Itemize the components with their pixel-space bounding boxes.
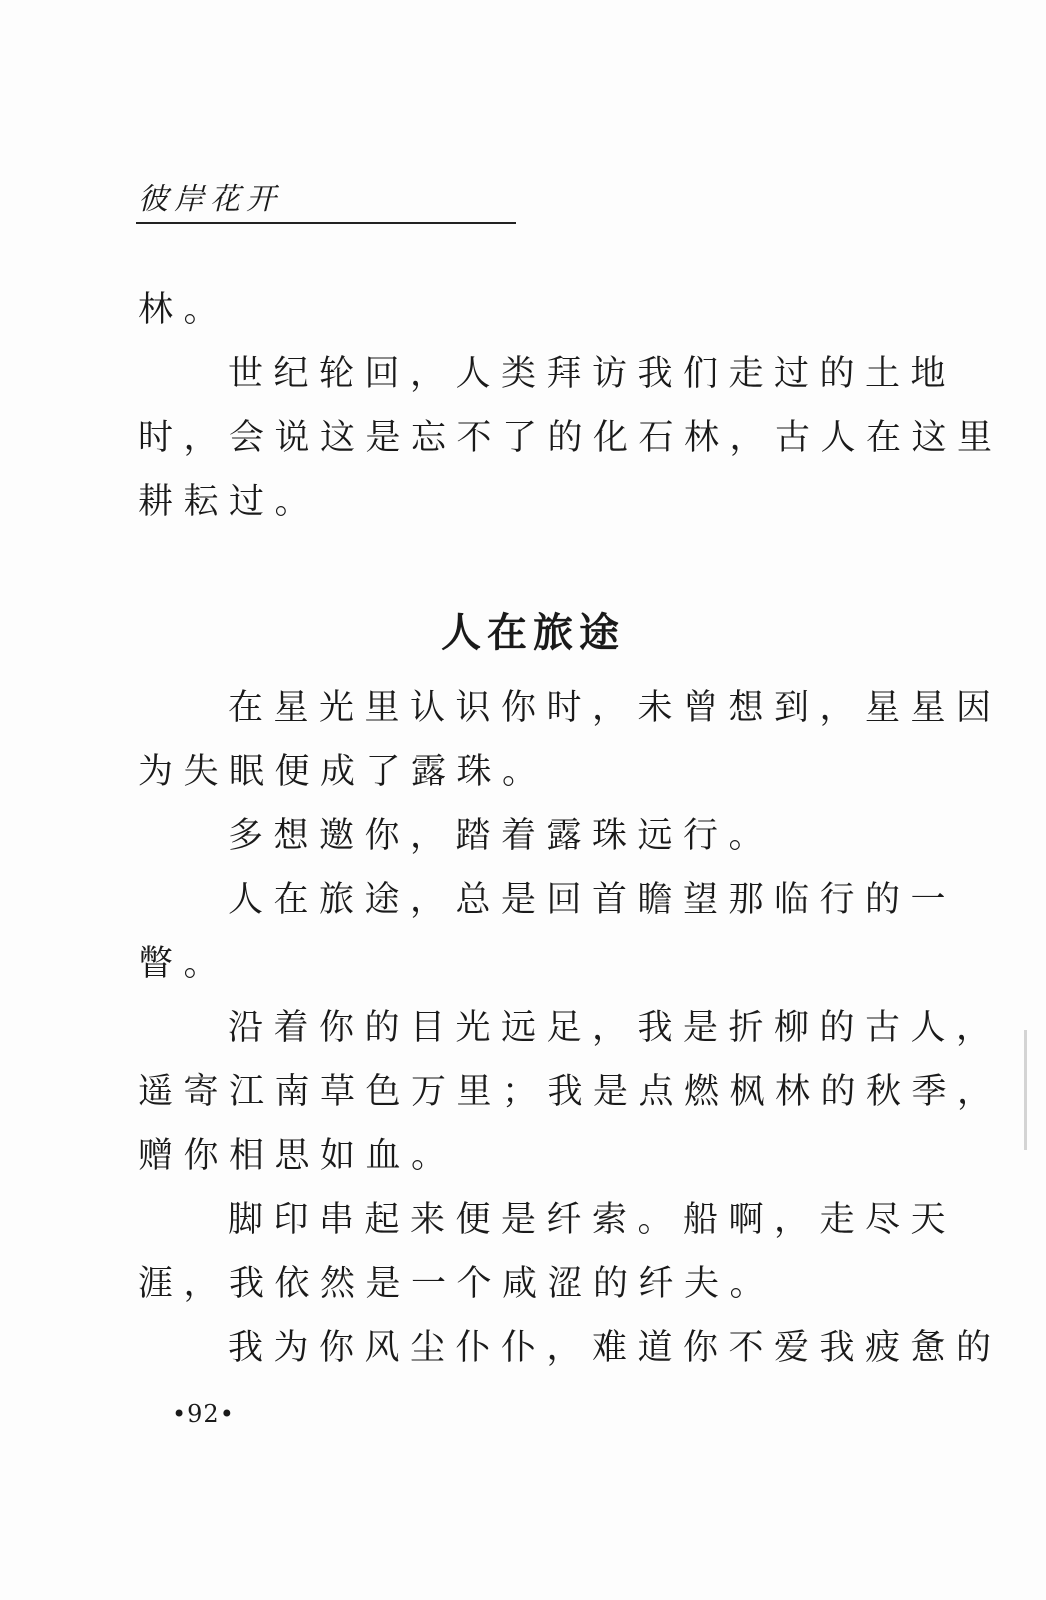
text-line: 时，会说这是忘不了的化石林，古人在这里 (138, 418, 1003, 458)
text-line: 脚印串起来便是纤索。船啊，走尽天 (228, 1200, 957, 1240)
running-header-title: 彼岸花开 (138, 182, 282, 217)
section-title: 人在旅途 (441, 610, 625, 656)
text-line: 赠你相思如血。 (138, 1136, 457, 1176)
text-line: 为失眠便成了露珠。 (138, 752, 548, 792)
header-rule (136, 222, 516, 224)
text-line: 沿着你的目光远足，我是折柳的古人， (228, 1008, 1002, 1048)
scan-edge-mark (1024, 1030, 1027, 1150)
text-line: 遥寄江南草色万里；我是点燃枫林的秋季， (138, 1072, 1003, 1112)
text-line: 在星光里认识你时，未曾想到，星星因 (228, 688, 1002, 728)
text-line: 我为你风尘仆仆，难道你不爱我疲惫的 (228, 1328, 1002, 1368)
text-line: 瞥。 (138, 944, 230, 984)
section-body-text (138, 676, 1003, 1380)
text-line: 多想邀你，踏着露珠远行。 (228, 816, 775, 856)
text-line: 人在旅途，总是回首瞻望那临行的一 (228, 880, 957, 920)
text-line: 耕耘过。 (138, 482, 321, 522)
text-line: 林。 (138, 290, 230, 330)
text-line: 涯，我依然是一个咸涩的纤夫。 (138, 1264, 776, 1304)
text-line: 世纪轮回，人类拜访我们走过的土地 (228, 354, 957, 394)
previous-section-text (138, 278, 1003, 534)
page-number: •92• (172, 1400, 235, 1428)
